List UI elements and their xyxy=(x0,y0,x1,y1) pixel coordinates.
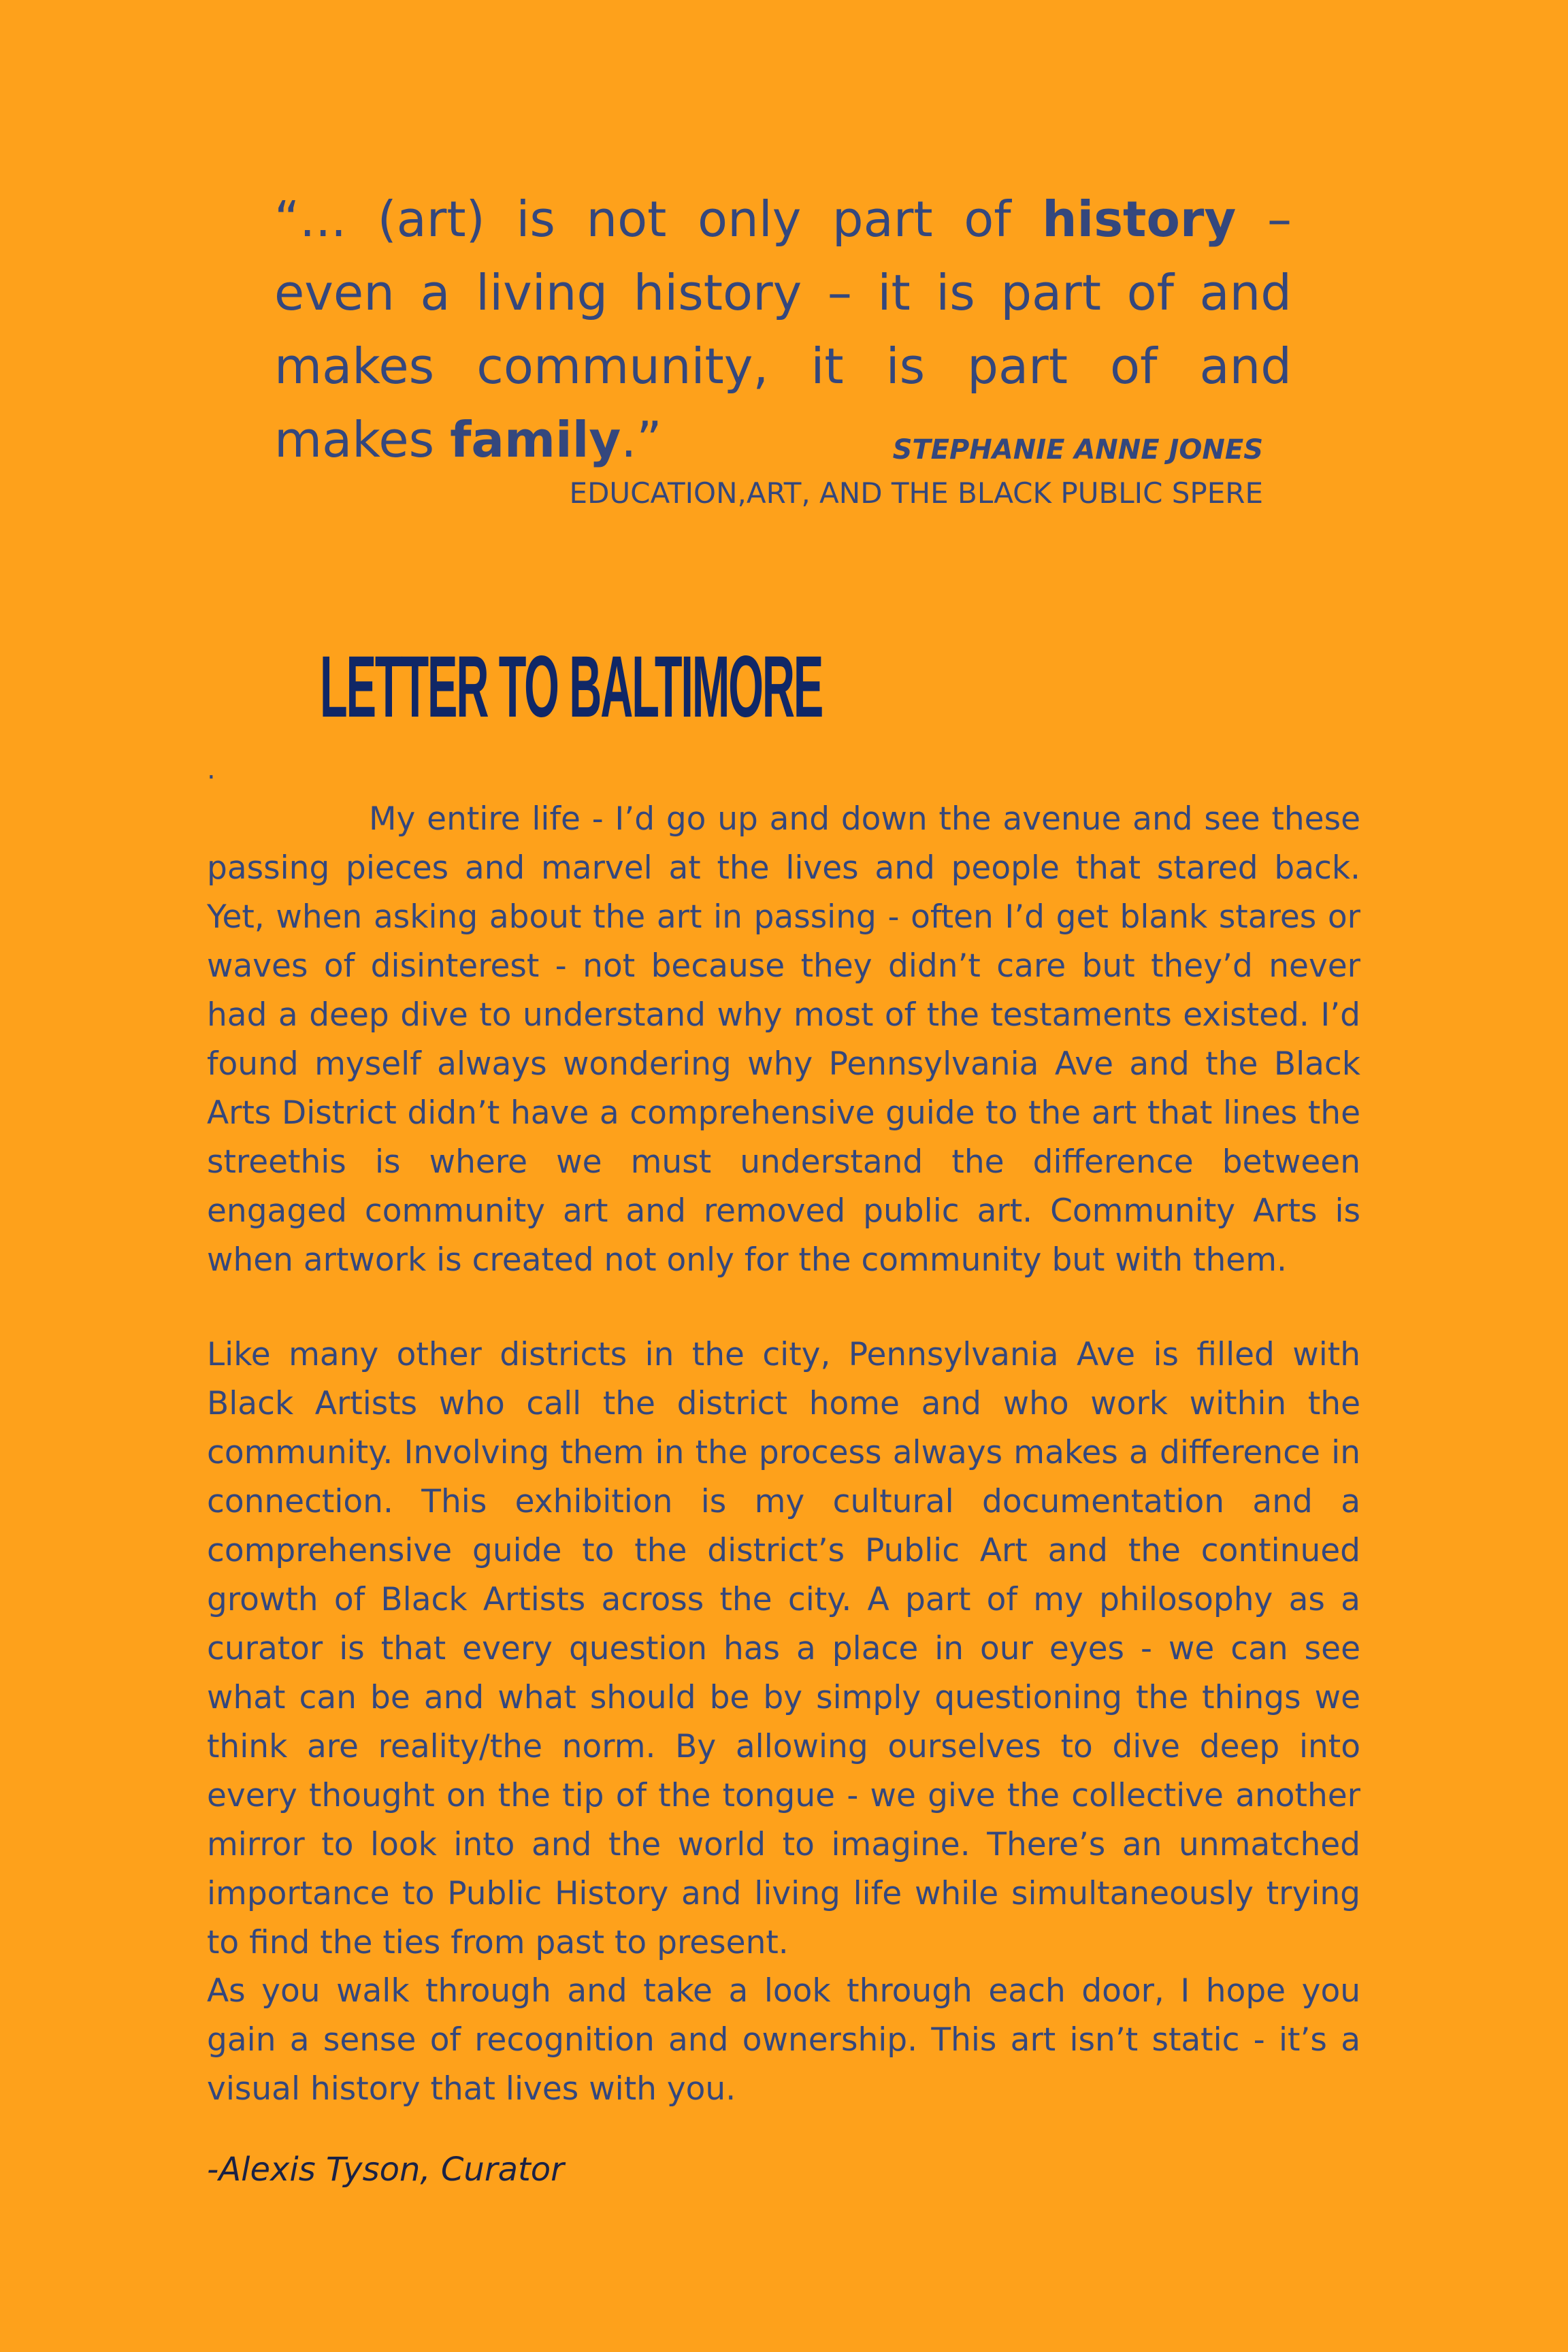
quote-author: STEPHANIE ANNE JONES xyxy=(892,434,1263,466)
curator-signature: -Alexis Tyson, Curator xyxy=(207,2151,564,2189)
letter-paragraph-1: My entire life - I’d go up and down the avenue and see these passing pieces and marvel at the lives and people that stared back. Yet, when asking about the art in passing - often I’d get blank stares or waves of disinterest - not because they didn’t care but they’d never had a deep dive to understand why most of the testaments existed. I’d found myself always wondering why Pennsylvania Ave and the Black Arts District didn’t have a comprehensive guide to the art that lines the streethis is where we must understand the difference between engaged community art and removed public art. Community Arts is when artwork is created not only for the community but with them. xyxy=(207,800,1360,1279)
letter-paragraph-2: Like many other districts in the city, Pennsylvania Ave is filled with Black Artists who call the district home and who work within the community. Involving them in the process always makes a difference in connection. This exhibition is my cultural documentation and a comprehensive guide to the district’s Public Art and the continued growth of Black Artists across the city. A part of my philosophy as a curator is that every question has a place in our eyes - we can see what can be and what should be by simply questioning the things we think are reality/the norm. By allowing ourselves to dive deep into every thought on the tip of the tongue - we give the collective another mirror to look into and the world to imagine. There’s an unmatched importance to Public History and living life while simultaneously trying to find the ties from past to present. xyxy=(207,1336,1360,1961)
quote-emphasis-family: family xyxy=(450,411,621,468)
section-marker: . xyxy=(207,754,216,785)
quote-text-2: – even a living history – it is part of and makes community, it is part of and makes xyxy=(274,191,1292,468)
quote-emphasis-history: history xyxy=(1042,191,1237,248)
quote-text-3: .” xyxy=(621,411,662,468)
epigraph-quote xyxy=(274,182,1292,476)
letter-paragraph-3: As you walk through and take a look through each door, I hope you gain a sense of recognition and ownership. This art isn’t static - it’s a visual history that lives with you. xyxy=(207,1972,1360,2108)
quote-source: EDUCATION,ART, AND THE BLACK PUBLIC SPERE xyxy=(569,476,1263,510)
quote-text-1: “... (art) is not only part of xyxy=(274,191,1043,248)
letter-title: LETTER TO BALTIMORE xyxy=(320,638,823,736)
